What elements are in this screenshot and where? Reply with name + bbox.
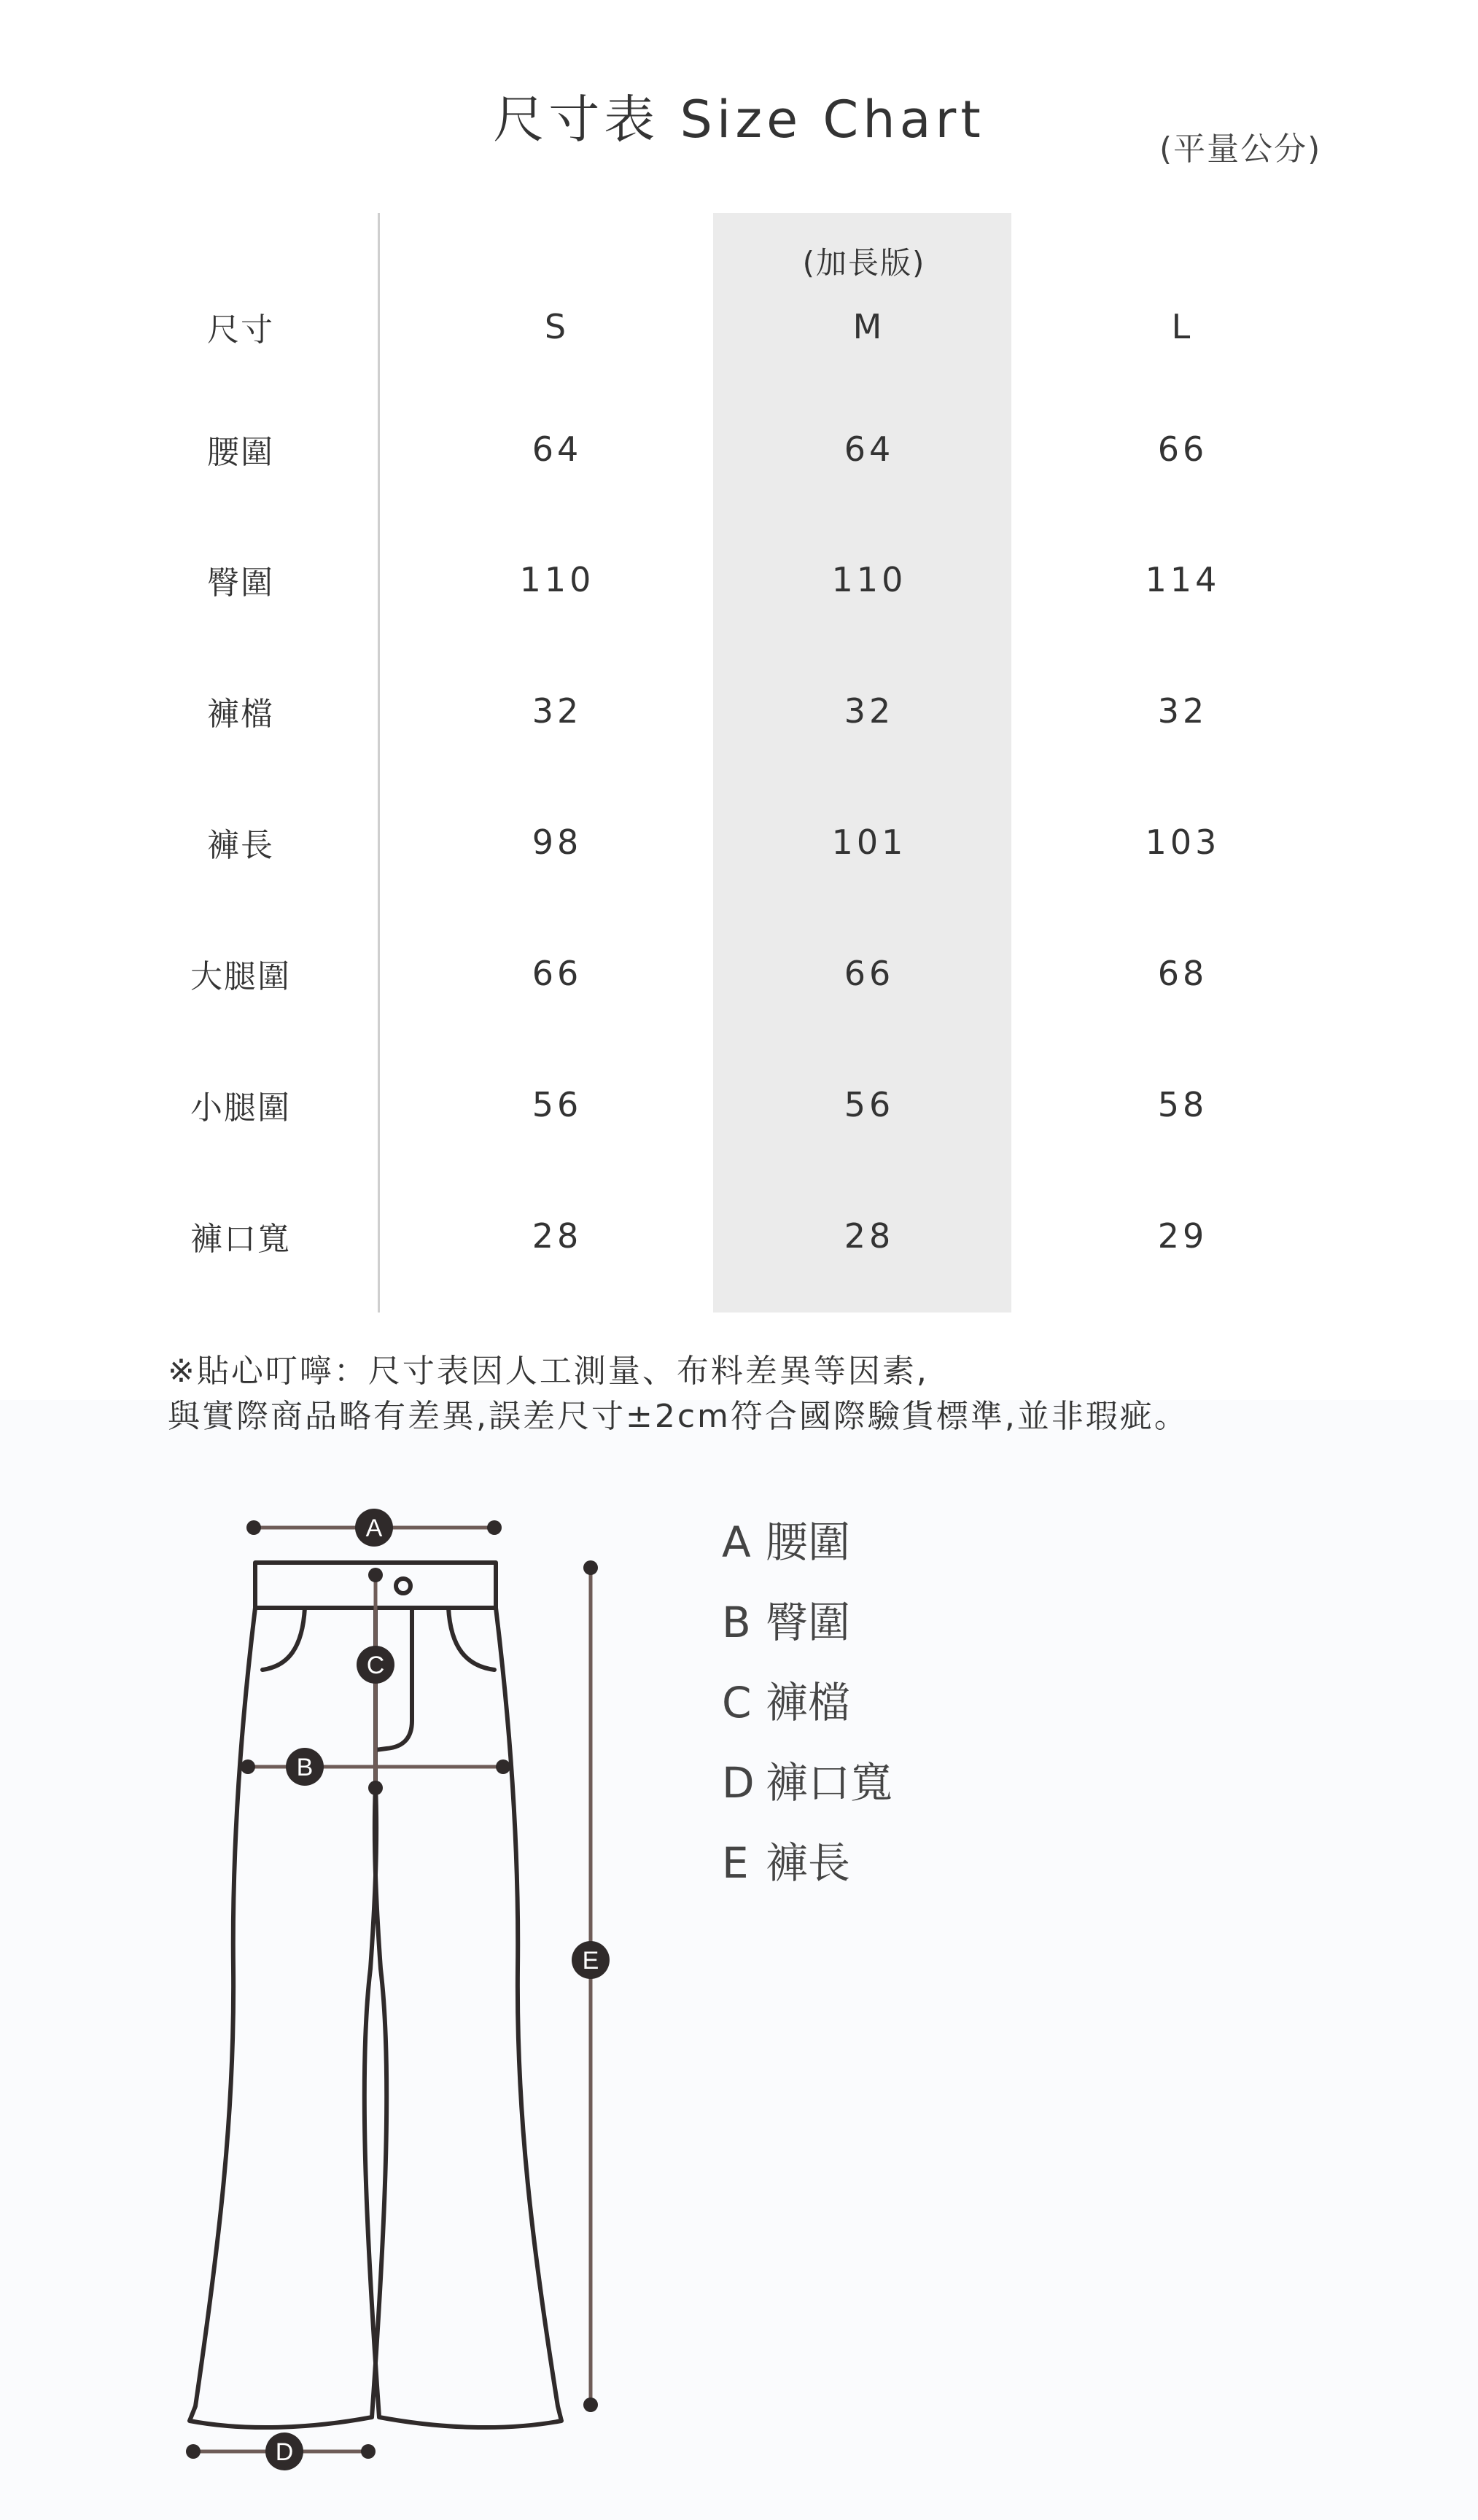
diagram-markers: [265, 1509, 610, 2470]
row-label-thigh: 大腿圍: [190, 958, 291, 995]
highlight-column-m: [713, 213, 1011, 1312]
marker-e: [572, 1941, 610, 1979]
legend-item-e: E 褲長: [722, 1838, 851, 1888]
table-cell: 103: [1145, 822, 1221, 862]
row-label-length: 褲長: [207, 827, 274, 864]
table-cell: 66: [1157, 429, 1208, 469]
table-cell: 29: [1157, 1216, 1208, 1256]
svg-text:E: E: [582, 1947, 599, 1975]
legend: [722, 1502, 892, 1903]
size-header-l: L: [1171, 307, 1194, 346]
table-cell: 110: [831, 560, 907, 599]
svg-text:D: D: [275, 2438, 294, 2466]
pants-diagram: [0, 1473, 693, 2520]
table-cell: 58: [1157, 1085, 1208, 1124]
size-header-s: S: [544, 307, 570, 346]
table-cell: 56: [532, 1085, 583, 1124]
marker-c: [357, 1646, 394, 1684]
table-cell: 28: [532, 1216, 583, 1256]
table-cell: 56: [844, 1085, 895, 1124]
svg-text:A: A: [365, 1514, 383, 1542]
table-cell: 66: [532, 954, 583, 993]
measurement-notes: [168, 1349, 1189, 1439]
row-label-hem: 褲口寬: [190, 1221, 291, 1258]
marker-a: [355, 1509, 393, 1547]
svg-text:B: B: [296, 1754, 314, 1781]
table-divider: [378, 213, 380, 1312]
table-cell: 110: [519, 560, 595, 599]
page-title: 尺寸表 Size Chart: [493, 90, 985, 149]
row-label-hip: 臀圍: [207, 564, 274, 602]
marker-d: [265, 2432, 303, 2470]
size-header-m: M: [852, 307, 886, 346]
legend-item-b: B 臀圍: [722, 1598, 851, 1647]
legend-item-d: D 褲口寬: [722, 1758, 893, 1808]
legend-item-c: C 褲檔: [722, 1678, 851, 1727]
table-cell: 64: [532, 429, 583, 469]
row-label-calf: 小腿圍: [190, 1089, 291, 1127]
note-line-1: ※貼心叮嚀：尺寸表因人工測量、布料差異等因素,: [168, 1353, 929, 1390]
table-cell: 32: [844, 691, 895, 731]
svg-text:C: C: [366, 1652, 385, 1679]
size-header-label: 尺寸: [207, 311, 274, 349]
unit-note: (平量公分): [1159, 131, 1322, 168]
table-cell: 66: [844, 954, 895, 993]
table-cell: 28: [844, 1216, 895, 1256]
table-cell: 32: [1157, 691, 1208, 731]
table-cell: 64: [844, 429, 895, 469]
note-line-2: 與實際商品略有差異,誤差尺寸±2cm符合國際驗貨標準,並非瑕疵。: [168, 1398, 1189, 1435]
row-label-waist: 腰圍: [207, 434, 274, 471]
long-version-note: (加長版): [802, 245, 926, 281]
table-cell: 32: [532, 691, 583, 731]
legend-item-a: A 腰圍: [722, 1517, 851, 1567]
table-cell: 114: [1145, 560, 1221, 599]
table-cell: 68: [1157, 954, 1208, 993]
table-cell: 101: [831, 822, 907, 862]
table-cell: 98: [532, 822, 583, 862]
marker-b: [286, 1748, 324, 1786]
row-label-rise: 褲檔: [207, 696, 274, 733]
